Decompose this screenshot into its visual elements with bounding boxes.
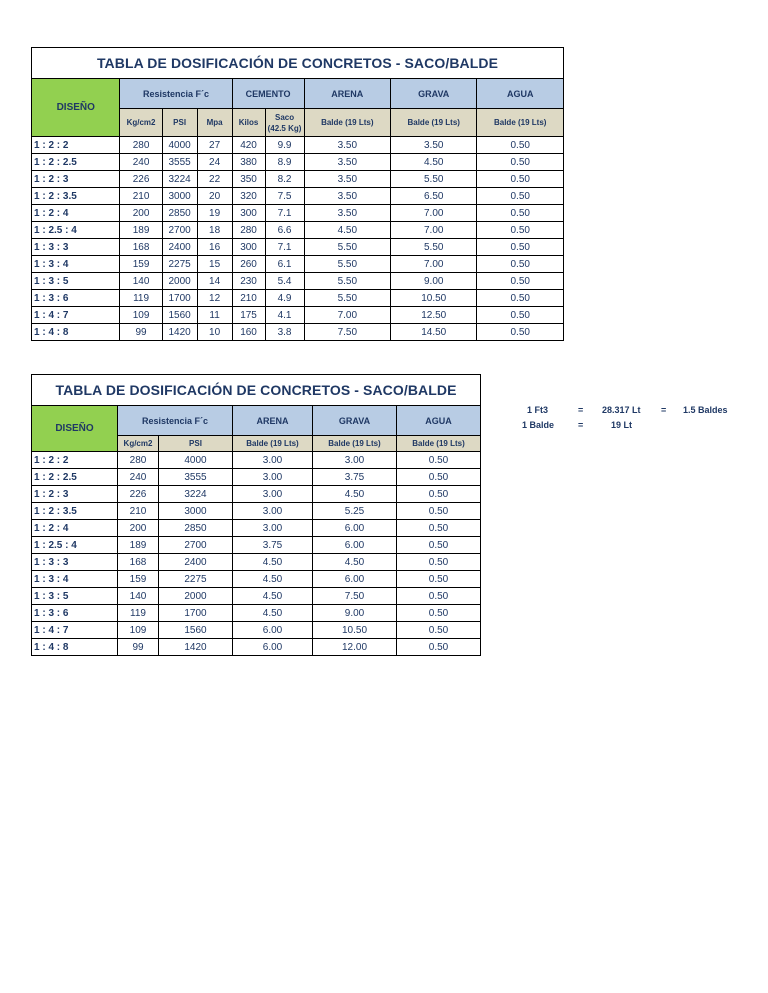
agua-cell: 0.50	[477, 239, 564, 256]
table-row	[32, 503, 481, 520]
kilos-cell: 260	[232, 256, 265, 273]
grava-cell: 12.00	[313, 639, 397, 656]
resistencia-header: Resistencia F´c	[118, 406, 233, 436]
mpa-cell: 22	[197, 171, 232, 188]
table-row	[32, 622, 481, 639]
saco-cell: 9.9	[265, 137, 304, 154]
psi-cell: 1700	[162, 290, 197, 307]
mpa-cell: 15	[197, 256, 232, 273]
saco-cell: 3.8	[265, 324, 304, 341]
table-row	[32, 537, 481, 554]
kgcm2-cell: 189	[118, 537, 159, 554]
mpa-cell: 19	[197, 205, 232, 222]
diseno-cell: 1 : 3 : 6	[32, 605, 118, 622]
grava-cell: 7.50	[313, 588, 397, 605]
grava-cell: 10.50	[391, 290, 477, 307]
balde-grava-header: Balde (19 Lts)	[313, 436, 397, 452]
table-row	[32, 256, 564, 273]
diseno-cell: 1 : 2 : 2	[32, 452, 118, 469]
saco-cell: 4.1	[265, 307, 304, 324]
note-ft3: 1 Ft3	[527, 405, 549, 415]
saco-cell: 6.1	[265, 256, 304, 273]
psi-cell: 3224	[162, 171, 197, 188]
arena-cell: 3.50	[304, 188, 390, 205]
saco-cell: 7.5	[265, 188, 304, 205]
kgcm2-cell: 226	[120, 171, 162, 188]
arena-cell: 3.00	[233, 452, 313, 469]
note-balde: 1 Balde	[522, 420, 555, 430]
psi-cell: 3224	[159, 486, 233, 503]
diseno-cell: 1 : 4 : 8	[32, 324, 120, 341]
agua-cell: 0.50	[477, 290, 564, 307]
psi-cell: 3000	[162, 188, 197, 205]
mpa-cell: 12	[197, 290, 232, 307]
kilos-cell: 210	[232, 290, 265, 307]
diseno-cell: 1 : 3 : 4	[32, 256, 120, 273]
diseno-cell: 1 : 3 : 5	[32, 588, 118, 605]
kgcm2-cell: 240	[120, 154, 162, 171]
diseno-cell: 1 : 2.5 : 4	[32, 537, 118, 554]
kgcm2-cell: 280	[118, 452, 159, 469]
psi-cell: 2700	[162, 222, 197, 239]
diseno-cell: 1 : 2 : 3.5	[32, 188, 120, 205]
psi-cell: 1560	[159, 622, 233, 639]
saco-cell: 7.1	[265, 239, 304, 256]
mpa-cell: 27	[197, 137, 232, 154]
agua-cell: 0.50	[477, 307, 564, 324]
arena-cell: 3.75	[233, 537, 313, 554]
table-row	[32, 469, 481, 486]
arena-cell: 4.50	[233, 571, 313, 588]
kgcm2-header: Kg/cm2	[120, 109, 162, 137]
kilos-cell: 350	[232, 171, 265, 188]
psi-cell: 2400	[159, 554, 233, 571]
table-row	[32, 273, 564, 290]
kilos-cell: 420	[232, 137, 265, 154]
table-row	[32, 205, 564, 222]
agua-header: AGUA	[397, 406, 481, 436]
psi-cell: 1700	[159, 605, 233, 622]
kgcm2-cell: 189	[120, 222, 162, 239]
balde-agua-header: Balde (19 Lts)	[477, 109, 564, 137]
kilos-cell: 160	[232, 324, 265, 341]
kilos-cell: 175	[232, 307, 265, 324]
arena-cell: 3.00	[233, 486, 313, 503]
table-row	[32, 605, 481, 622]
kgcm2-cell: 210	[120, 188, 162, 205]
saco-cell: 4.9	[265, 290, 304, 307]
diseno-cell: 1 : 2 : 2.5	[32, 469, 118, 486]
psi-cell: 1420	[162, 324, 197, 341]
psi-cell: 2275	[162, 256, 197, 273]
cemento-header: CEMENTO	[232, 79, 304, 109]
grava-cell: 3.00	[313, 452, 397, 469]
agua-cell: 0.50	[477, 256, 564, 273]
psi-cell: 3000	[159, 503, 233, 520]
kilos-cell: 320	[232, 188, 265, 205]
arena-cell: 3.50	[304, 137, 390, 154]
agua-cell: 0.50	[397, 571, 481, 588]
agua-cell: 0.50	[397, 605, 481, 622]
arena-cell: 6.00	[233, 622, 313, 639]
diseno-cell: 1 : 2 : 3	[32, 171, 120, 188]
agua-cell: 0.50	[397, 452, 481, 469]
table-title: TABLA DE DOSIFICACIÓN DE CONCRETOS - SACO/BALDE	[32, 375, 481, 406]
balde-grava-header: Balde (19 Lts)	[391, 109, 477, 137]
note-equals: =	[578, 405, 584, 415]
agua-cell: 0.50	[397, 469, 481, 486]
grava-cell: 4.50	[391, 154, 477, 171]
agua-cell: 0.50	[397, 486, 481, 503]
kgcm2-cell: 109	[118, 622, 159, 639]
psi-cell: 2400	[162, 239, 197, 256]
saco-header	[265, 109, 304, 137]
mpa-header: Mpa	[197, 109, 232, 137]
diseno-cell: 1 : 2 : 2.5	[32, 154, 120, 171]
saco-cell: 8.9	[265, 154, 304, 171]
arena-header: ARENA	[233, 406, 313, 436]
grava-cell: 3.50	[391, 137, 477, 154]
kgcm2-cell: 159	[118, 571, 159, 588]
diseno-cell: 1 : 3 : 3	[32, 239, 120, 256]
arena-cell: 3.50	[304, 154, 390, 171]
arena-cell: 7.50	[304, 324, 390, 341]
grava-header: GRAVA	[313, 406, 397, 436]
psi-cell: 3555	[159, 469, 233, 486]
grava-cell: 5.25	[313, 503, 397, 520]
agua-cell: 0.50	[477, 222, 564, 239]
table-row	[32, 154, 564, 171]
agua-cell: 0.50	[477, 154, 564, 171]
arena-cell: 3.50	[304, 171, 390, 188]
kgcm2-cell: 168	[120, 239, 162, 256]
grava-cell: 7.00	[391, 222, 477, 239]
mpa-cell: 11	[197, 307, 232, 324]
table-row	[32, 486, 481, 503]
psi-cell: 2700	[159, 537, 233, 554]
grava-cell: 14.50	[391, 324, 477, 341]
arena-cell: 5.50	[304, 290, 390, 307]
psi-cell: 2850	[159, 520, 233, 537]
table-row	[32, 324, 564, 341]
mpa-cell: 20	[197, 188, 232, 205]
diseno-cell: 1 : 4 : 7	[32, 307, 120, 324]
grava-cell: 7.00	[391, 256, 477, 273]
table-row	[32, 307, 564, 324]
grava-cell: 4.50	[313, 486, 397, 503]
agua-header: AGUA	[477, 79, 564, 109]
arena-cell: 4.50	[233, 554, 313, 571]
psi-cell: 2000	[159, 588, 233, 605]
grava-cell: 6.00	[313, 537, 397, 554]
kgcm2-cell: 168	[118, 554, 159, 571]
grava-cell: 3.75	[313, 469, 397, 486]
kilos-cell: 300	[232, 239, 265, 256]
table-body	[32, 452, 481, 656]
arena-cell: 5.50	[304, 273, 390, 290]
table-row	[32, 554, 481, 571]
kgcm2-cell: 140	[118, 588, 159, 605]
psi-cell: 4000	[162, 137, 197, 154]
arena-cell: 4.50	[233, 588, 313, 605]
grava-cell: 12.50	[391, 307, 477, 324]
note-liters: 28.317 Lt	[602, 405, 641, 415]
table-row	[32, 222, 564, 239]
arena-cell: 3.00	[233, 520, 313, 537]
mpa-cell: 18	[197, 222, 232, 239]
kilos-cell: 380	[232, 154, 265, 171]
balde-agua-header: Balde (19 Lts)	[397, 436, 481, 452]
kilos-cell: 300	[232, 205, 265, 222]
table-row	[32, 639, 481, 656]
grava-cell: 9.00	[391, 273, 477, 290]
grava-cell: 9.00	[313, 605, 397, 622]
saco-cell: 5.4	[265, 273, 304, 290]
kgcm2-cell: 140	[120, 273, 162, 290]
diseno-cell: 1 : 2 : 3	[32, 486, 118, 503]
diseno-cell: 1 : 2.5 : 4	[32, 222, 120, 239]
grava-cell: 6.00	[313, 520, 397, 537]
kgcm2-cell: 210	[118, 503, 159, 520]
saco-weight-label: (42.5 Kg)	[267, 123, 302, 133]
arena-cell: 4.50	[233, 605, 313, 622]
grava-header: GRAVA	[391, 79, 477, 109]
grava-cell: 6.50	[391, 188, 477, 205]
table-row	[32, 171, 564, 188]
agua-cell: 0.50	[477, 171, 564, 188]
agua-cell: 0.50	[397, 520, 481, 537]
agua-cell: 0.50	[397, 537, 481, 554]
arena-cell: 3.00	[233, 503, 313, 520]
note-liters: 19 Lt	[611, 420, 633, 430]
agua-cell: 0.50	[477, 137, 564, 154]
note-equals: =	[661, 405, 667, 415]
table-row	[32, 571, 481, 588]
table-row	[32, 452, 481, 469]
diseno-cell: 1 : 3 : 6	[32, 290, 120, 307]
diseno-cell: 1 : 2 : 4	[32, 205, 120, 222]
diseno-cell: 1 : 4 : 7	[32, 622, 118, 639]
table-row	[32, 137, 564, 154]
arena-cell: 4.50	[304, 222, 390, 239]
saco-cell: 6.6	[265, 222, 304, 239]
kilos-header: Kilos	[232, 109, 265, 137]
agua-cell: 0.50	[397, 622, 481, 639]
mpa-cell: 10	[197, 324, 232, 341]
kgcm2-cell: 200	[120, 205, 162, 222]
kilos-cell: 230	[232, 273, 265, 290]
psi-cell: 2275	[159, 571, 233, 588]
kgcm2-cell: 99	[120, 324, 162, 341]
agua-cell: 0.50	[397, 639, 481, 656]
table-row	[32, 290, 564, 307]
resistencia-header: Resistencia F´c	[120, 79, 232, 109]
dosage-table-2	[31, 374, 481, 656]
note-baldes: 1.5 Baldes	[683, 405, 728, 415]
diseno-cell: 1 : 3 : 3	[32, 554, 118, 571]
arena-header: ARENA	[304, 79, 390, 109]
agua-cell: 0.50	[397, 588, 481, 605]
diseno-header: DISEÑO	[32, 79, 120, 137]
grava-cell: 5.50	[391, 239, 477, 256]
arena-cell: 5.50	[304, 239, 390, 256]
mpa-cell: 16	[197, 239, 232, 256]
psi-cell: 1560	[162, 307, 197, 324]
conversion-notes	[510, 405, 740, 435]
kgcm2-header: Kg/cm2	[118, 436, 159, 452]
mpa-cell: 24	[197, 154, 232, 171]
table-row	[32, 588, 481, 605]
balde-arena-header: Balde (19 Lts)	[304, 109, 390, 137]
kgcm2-cell: 240	[118, 469, 159, 486]
table-body	[32, 137, 564, 341]
psi-cell: 1420	[159, 639, 233, 656]
agua-cell: 0.50	[397, 554, 481, 571]
saco-label: Saco	[274, 112, 295, 122]
conversion-row-balde	[510, 420, 740, 435]
psi-header: PSI	[162, 109, 197, 137]
kgcm2-cell: 159	[120, 256, 162, 273]
arena-cell: 6.00	[233, 639, 313, 656]
kgcm2-cell: 119	[120, 290, 162, 307]
psi-cell: 4000	[159, 452, 233, 469]
diseno-cell: 1 : 2 : 2	[32, 137, 120, 154]
kgcm2-cell: 226	[118, 486, 159, 503]
conversion-row-ft3	[510, 405, 740, 420]
table-row	[32, 188, 564, 205]
diseno-cell: 1 : 2 : 4	[32, 520, 118, 537]
table-row	[32, 520, 481, 537]
dosage-table-1	[31, 47, 564, 341]
agua-cell: 0.50	[477, 188, 564, 205]
arena-cell: 7.00	[304, 307, 390, 324]
grava-cell: 4.50	[313, 554, 397, 571]
kilos-cell: 280	[232, 222, 265, 239]
psi-cell: 2850	[162, 205, 197, 222]
grava-cell: 5.50	[391, 171, 477, 188]
diseno-cell: 1 : 4 : 8	[32, 639, 118, 656]
psi-cell: 3555	[162, 154, 197, 171]
table-title: TABLA DE DOSIFICACIÓN DE CONCRETOS - SACO/BALDE	[32, 48, 564, 79]
balde-arena-header: Balde (19 Lts)	[233, 436, 313, 452]
kgcm2-cell: 109	[120, 307, 162, 324]
table-row	[32, 239, 564, 256]
kgcm2-cell: 200	[118, 520, 159, 537]
psi-header: PSI	[159, 436, 233, 452]
grava-cell: 7.00	[391, 205, 477, 222]
agua-cell: 0.50	[477, 205, 564, 222]
arena-cell: 3.00	[233, 469, 313, 486]
saco-cell: 7.1	[265, 205, 304, 222]
arena-cell: 3.50	[304, 205, 390, 222]
grava-cell: 10.50	[313, 622, 397, 639]
saco-cell: 8.2	[265, 171, 304, 188]
grava-cell: 6.00	[313, 571, 397, 588]
diseno-cell: 1 : 2 : 3.5	[32, 503, 118, 520]
diseno-cell: 1 : 3 : 5	[32, 273, 120, 290]
agua-cell: 0.50	[477, 324, 564, 341]
psi-cell: 2000	[162, 273, 197, 290]
agua-cell: 0.50	[397, 503, 481, 520]
mpa-cell: 14	[197, 273, 232, 290]
agua-cell: 0.50	[477, 273, 564, 290]
kgcm2-cell: 280	[120, 137, 162, 154]
kgcm2-cell: 99	[118, 639, 159, 656]
arena-cell: 5.50	[304, 256, 390, 273]
diseno-cell: 1 : 3 : 4	[32, 571, 118, 588]
diseno-header: DISEÑO	[32, 406, 118, 452]
kgcm2-cell: 119	[118, 605, 159, 622]
note-equals: =	[578, 420, 584, 430]
